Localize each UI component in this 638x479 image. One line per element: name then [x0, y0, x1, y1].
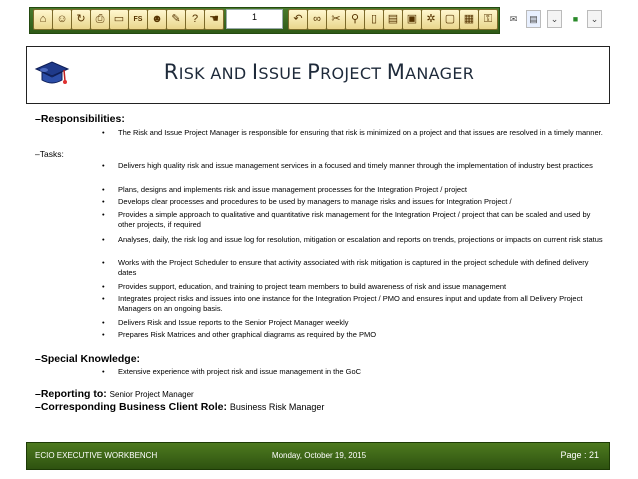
title-box — [26, 46, 610, 104]
export-icon[interactable]: ▣ — [402, 9, 422, 30]
page-icon[interactable]: ▯ — [364, 9, 384, 30]
list-item: Develops clear processes and procedures to be used by managers to manage risks and issues for Integration Project / — [118, 197, 512, 206]
settings-icon[interactable]: ✲ — [421, 9, 441, 30]
bullet-icon: • — [102, 367, 105, 376]
reporting-line — [35, 388, 194, 400]
toolbar — [0, 0, 638, 40]
face-icon[interactable]: ☻ — [147, 9, 167, 30]
footer-bar — [26, 442, 610, 470]
page-number-input[interactable]: 1 — [226, 9, 283, 29]
special-knowledge-heading: –Special Knowledge: — [35, 353, 141, 365]
list-item: Plans, designs and implements risk and issue management processes for the Integration Project / project — [118, 185, 467, 194]
lock-icon[interactable]: ⚿ — [478, 9, 498, 30]
page-counter: Page : 21 — [560, 450, 599, 460]
print-icon[interactable]: ⎙ — [90, 9, 110, 30]
bullet-icon: • — [102, 318, 105, 327]
list-item: Extensive experience with project risk and issue management in the GoC — [118, 367, 362, 376]
green-square-icon[interactable]: ■ — [572, 14, 579, 24]
list-item: Works with the Project Scheduler to ensure that activity associated with risk mitigation is captured in the project schedule with defined delivery dates — [118, 258, 589, 277]
hand-icon[interactable]: ☚ — [204, 9, 224, 30]
bullet-icon: • — [102, 258, 105, 267]
footer-workbench-label: ECIO EXECUTIVE WORKBENCH — [35, 451, 158, 460]
chevron-down-icon[interactable]: ⌄ — [547, 10, 562, 28]
list-item: The Risk and Issue Project Manager is responsible for ensuring that risk is minimized on a project and that issues are resolved in a timely manner. — [118, 128, 603, 137]
bullet-icon: • — [102, 128, 105, 137]
bullet-icon: • — [102, 161, 105, 170]
client-role-line — [35, 401, 324, 413]
list-item: Prepares Risk Matrices and other graphical diagrams as required by the PMO — [118, 330, 377, 339]
folder-icon[interactable]: ▭ — [109, 9, 129, 30]
client-role-heading: –Corresponding Business Client Role: — [35, 401, 227, 413]
note-icon[interactable]: ▢ — [440, 9, 460, 30]
link-icon[interactable]: ⚲ — [345, 9, 365, 30]
binoculars-icon[interactable]: ∞ — [307, 9, 327, 30]
list-item: Analyses, daily, the risk log and issue log for resolution, mitigation or escalation and reports on trends, projections or impacts on current risk status — [118, 235, 603, 244]
bullet-icon: • — [102, 282, 105, 291]
bullet-icon: • — [102, 294, 105, 303]
list-item: Delivers high quality risk and issue management services in a focused and timely manner through the implementation of industry best practices — [118, 161, 593, 170]
page-title: RISK AND ISSUE PROJECT MANAGER — [163, 60, 475, 84]
undo-icon[interactable]: ↶ — [288, 9, 308, 30]
list-item: Delivers Risk and Issue reports to the Senior Project Manager weekly — [118, 318, 349, 327]
responsibilities-heading: –Responsibilities: — [35, 113, 125, 125]
bullet-icon: • — [102, 210, 105, 219]
footer-date: Monday, October 19, 2015 — [271, 451, 367, 460]
pen-icon[interactable]: ✎ — [166, 9, 186, 30]
chart-icon[interactable]: ▦ — [459, 9, 479, 30]
reporting-heading: –Reporting to: — [35, 388, 107, 400]
list-item: Integrates project risks and issues into one instance for the Integration Project / PMO and ensures input and update from all Delivery Project Managers on an ongoing basis. — [118, 294, 583, 313]
client-role-value: Business Risk Manager — [229, 402, 325, 412]
bullet-icon: • — [102, 330, 105, 339]
help-icon[interactable]: ? — [185, 9, 205, 30]
list-item: Provides a simple approach to qualitative and quantitative risk management for the Integration Project / project that can be scaled and used by other projects, if required — [118, 210, 591, 229]
mail-icon[interactable]: ✉ — [509, 13, 518, 24]
reporting-value: Senior Project Manager — [109, 390, 194, 399]
chevron-down-icon[interactable]: ⌄ — [587, 10, 602, 28]
fs-icon[interactable]: FS — [128, 9, 148, 30]
bullet-icon: • — [102, 185, 105, 194]
smiley-icon[interactable]: ☺ — [52, 9, 72, 30]
tasks-heading: –Tasks: — [35, 149, 64, 159]
layers-icon[interactable]: ▤ — [383, 9, 403, 30]
bullet-icon: • — [102, 235, 105, 244]
list-item: Provides support, education, and training to project team members to build awareness of risk and issue management — [118, 282, 507, 291]
tools-icon[interactable]: ✂ — [326, 9, 346, 30]
document-icon[interactable]: ▤ — [526, 10, 541, 28]
home-icon[interactable]: ⌂ — [33, 9, 53, 30]
refresh-icon[interactable]: ↻ — [71, 9, 91, 30]
bullet-icon: • — [102, 197, 105, 206]
